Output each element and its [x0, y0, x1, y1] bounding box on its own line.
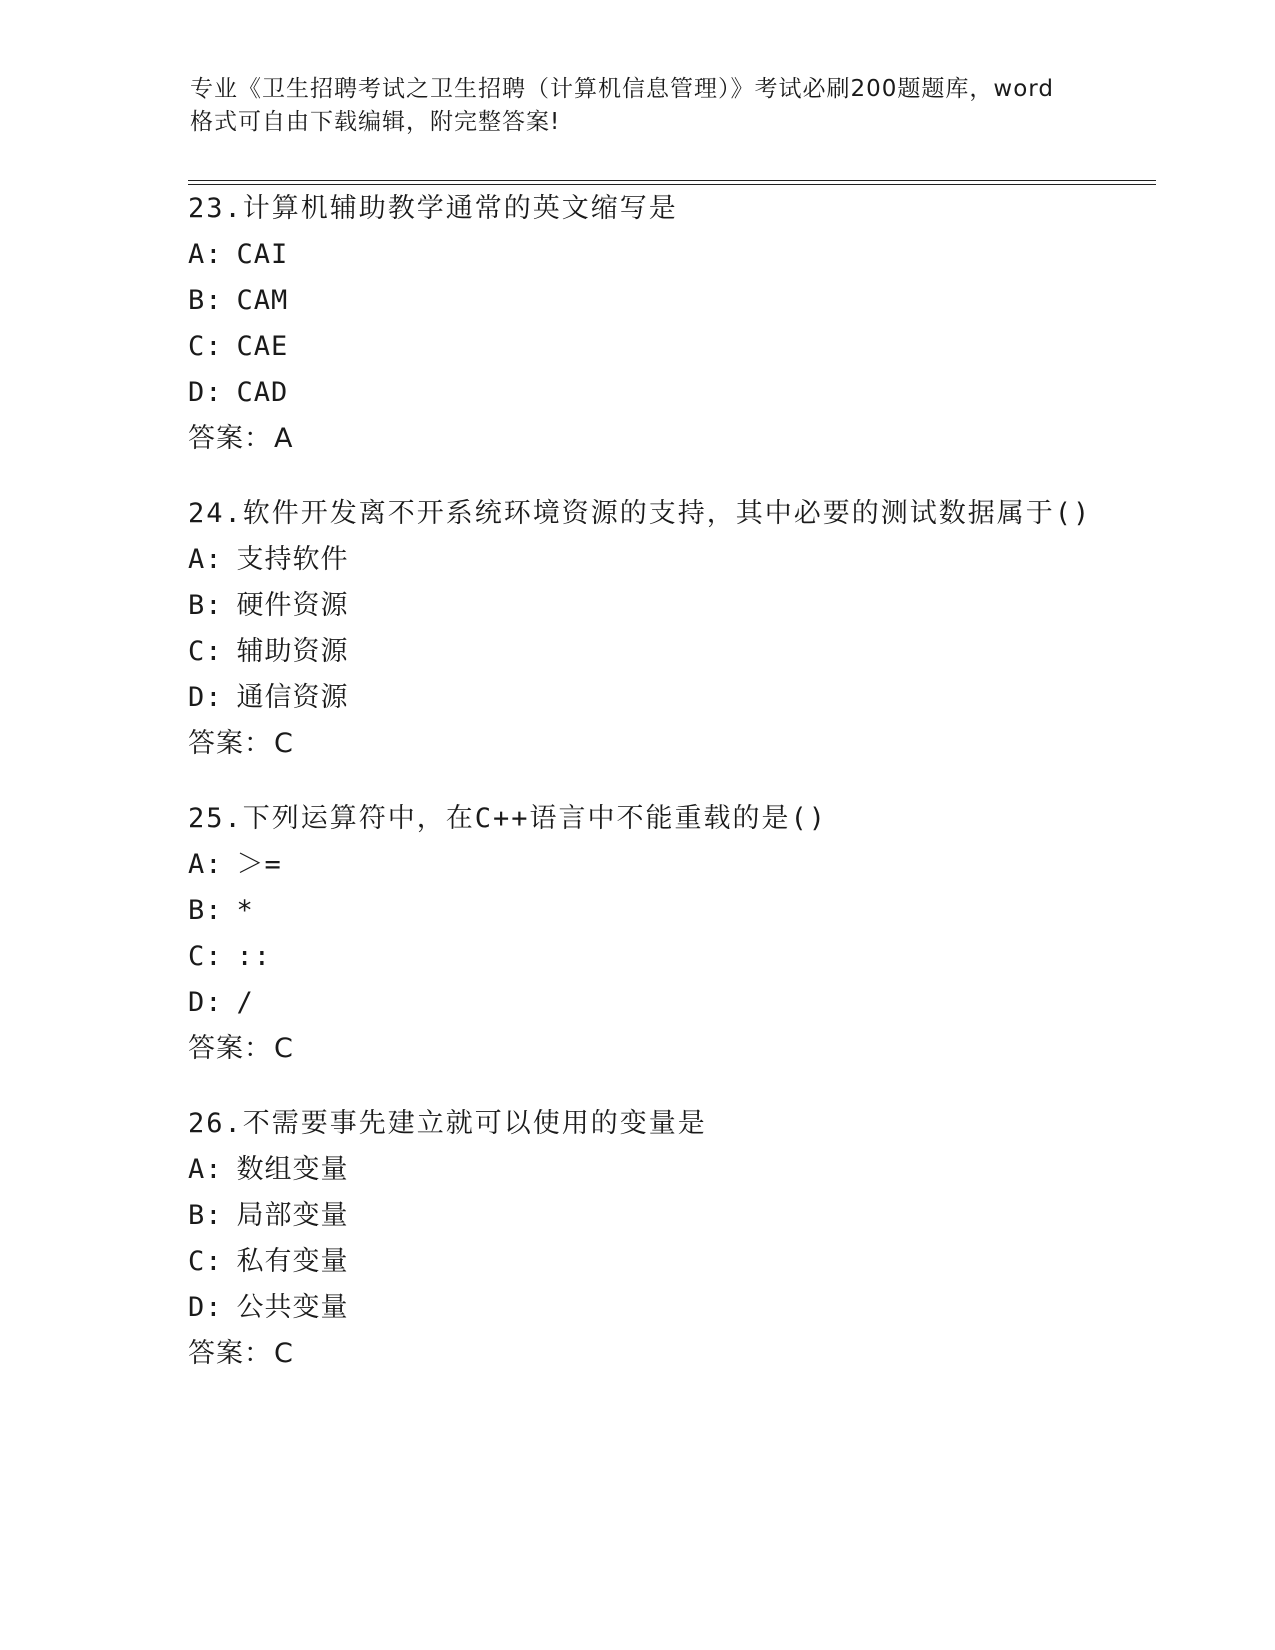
answer-line [188, 1026, 1168, 1072]
answer-label: 答案： [188, 423, 272, 454]
answer-line [188, 721, 1168, 767]
answer-line [188, 416, 1168, 462]
option-a [188, 1147, 1168, 1193]
option-letter: B [188, 590, 206, 621]
answer-label: 答案： [188, 1338, 272, 1369]
option-text: CAI [236, 239, 289, 270]
option-letter: A [188, 544, 206, 575]
option-letter: D [188, 987, 206, 1018]
question-text: 25.下列运算符中，在C++语言中不能重载的是() [188, 803, 828, 834]
option-text: 私有变量 [236, 1246, 349, 1277]
option-letter: B [188, 1200, 206, 1231]
option-letter: C [188, 331, 206, 362]
option-letter: D [188, 1292, 206, 1323]
option-letter: C [188, 636, 206, 667]
answer-value: C [274, 1033, 294, 1064]
option-b [188, 888, 1168, 934]
answer-value: C [274, 1338, 294, 1369]
option-text: 硬件资源 [236, 590, 349, 621]
header-divider-top [188, 180, 1156, 181]
option-separator: : [205, 590, 223, 621]
answer-line [188, 1331, 1168, 1377]
answer-label: 答案： [188, 1033, 272, 1064]
option-text: * [236, 895, 254, 926]
option-separator: : [205, 239, 223, 270]
option-a [188, 537, 1168, 583]
option-separator: : [205, 331, 223, 362]
question-text: 24.软件开发离不开系统环境资源的支持，其中必要的测试数据属于() [188, 498, 1092, 529]
option-text: / [236, 987, 254, 1018]
option-text: CAD [236, 377, 289, 408]
option-letter: B [188, 895, 206, 926]
option-text: 数组变量 [236, 1154, 349, 1185]
option-c [188, 324, 1168, 370]
option-separator: : [205, 636, 223, 667]
option-b [188, 278, 1168, 324]
question-block [188, 796, 1168, 1072]
option-separator: : [205, 377, 223, 408]
option-text: :: [236, 941, 272, 972]
option-text: 支持软件 [236, 544, 349, 575]
option-letter: C [188, 941, 206, 972]
question-block [188, 491, 1168, 767]
option-d [188, 1285, 1168, 1331]
option-d [188, 370, 1168, 416]
option-c [188, 629, 1168, 675]
option-text: CAM [236, 285, 289, 316]
header-line-1: 专业《卫生招聘考试之卫生招聘（计算机信息管理）》考试必刷200题题库，word [190, 76, 1054, 102]
option-letter: C [188, 1246, 206, 1277]
option-separator: : [205, 987, 223, 1018]
option-text: ＞= [236, 849, 282, 880]
option-text: CAE [236, 331, 289, 362]
option-letter: A [188, 1154, 206, 1185]
option-text: 公共变量 [236, 1292, 349, 1323]
option-a [188, 842, 1168, 888]
option-letter: A [188, 239, 206, 270]
option-text: 局部变量 [236, 1200, 349, 1231]
answer-label: 答案： [188, 728, 272, 759]
option-separator: : [205, 544, 223, 575]
option-separator: : [205, 285, 223, 316]
header-divider-bottom [188, 184, 1156, 185]
document-header [190, 73, 1090, 139]
question-text: 26.不需要事先建立就可以使用的变量是 [188, 1108, 707, 1139]
answer-value: C [274, 728, 294, 759]
option-separator: : [205, 941, 223, 972]
option-separator: : [205, 1154, 223, 1185]
question-text: 23.计算机辅助教学通常的英文缩写是 [188, 193, 678, 224]
option-separator: : [205, 682, 223, 713]
option-d [188, 980, 1168, 1026]
option-separator: : [205, 1246, 223, 1277]
option-text: 辅助资源 [236, 636, 349, 667]
option-letter: B [188, 285, 206, 316]
option-separator: : [205, 1292, 223, 1323]
option-letter: D [188, 682, 206, 713]
option-letter: D [188, 377, 206, 408]
question-block [188, 1101, 1168, 1377]
header-line-2: 格式可自由下载编辑，附完整答案! [190, 109, 561, 135]
option-separator: : [205, 849, 223, 880]
option-separator: : [205, 895, 223, 926]
option-a [188, 232, 1168, 278]
option-c [188, 934, 1168, 980]
option-b [188, 1193, 1168, 1239]
answer-value: A [274, 423, 294, 454]
option-text: 通信资源 [236, 682, 349, 713]
option-b [188, 583, 1168, 629]
option-d [188, 675, 1168, 721]
option-c [188, 1239, 1168, 1285]
question-block [188, 186, 1168, 462]
option-separator: : [205, 1200, 223, 1231]
option-letter: A [188, 849, 206, 880]
